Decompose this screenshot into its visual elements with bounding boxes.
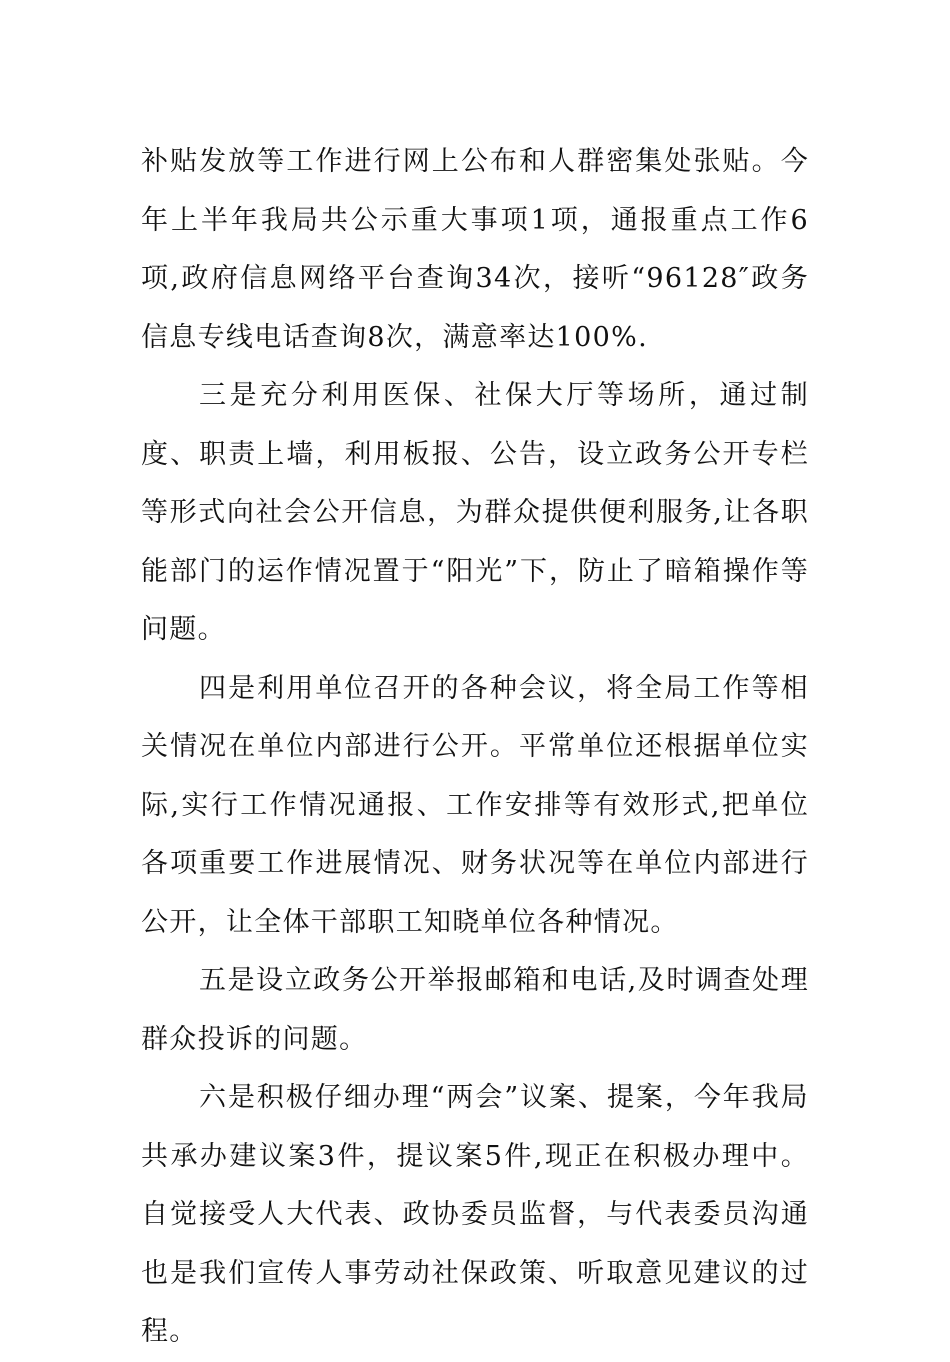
paragraph-item-six: 六是积极仔细办理“两会”议案、提案，今年我局共承办建议案3件，提议案5件,现正在积极办理中。自觉接受人大代表、政协委员监督，与代表委员沟通也是我们宣传人事劳动社保政策、听取意见建议的过程。 bbox=[141, 1082, 809, 1347]
paragraph-item-four: 四是利用单位召开的各种会议，将全局工作等相关情况在单位内部进行公开。平常单位还根据单位实际,实行工作情况通报、工作安排等有效形式,把单位各项重要工作进展情况、财务状况等在单位内部进行公开，让全体干部职工知晓单位各种情况。 bbox=[141, 672, 809, 938]
paragraph-item-five: 五是设立政务公开举报邮箱和电话,及时调查处理群众投诉的问题。 bbox=[141, 965, 809, 1055]
paragraph-item-three: 三是充分利用医保、社保大厅等场所，通过制度、职责上墙，利用板报、公告，设立政务公开专栏等形式向社会公开信息，为群众提供便利服务,让各职能部门的运作情况置于“阳光”下，防止了暗箱操作等问题。 bbox=[141, 380, 809, 645]
document-body bbox=[141, 133, 809, 1362]
paragraph-continued: 补贴发放等工作进行网上公布和人群密集处张贴。今年上半年我局共公示重大事项1项，通报重点工作6项,政府信息网络平台查询34次，接听“96128″政务信息专线电话查询8次，满意率达100%. bbox=[141, 146, 809, 353]
